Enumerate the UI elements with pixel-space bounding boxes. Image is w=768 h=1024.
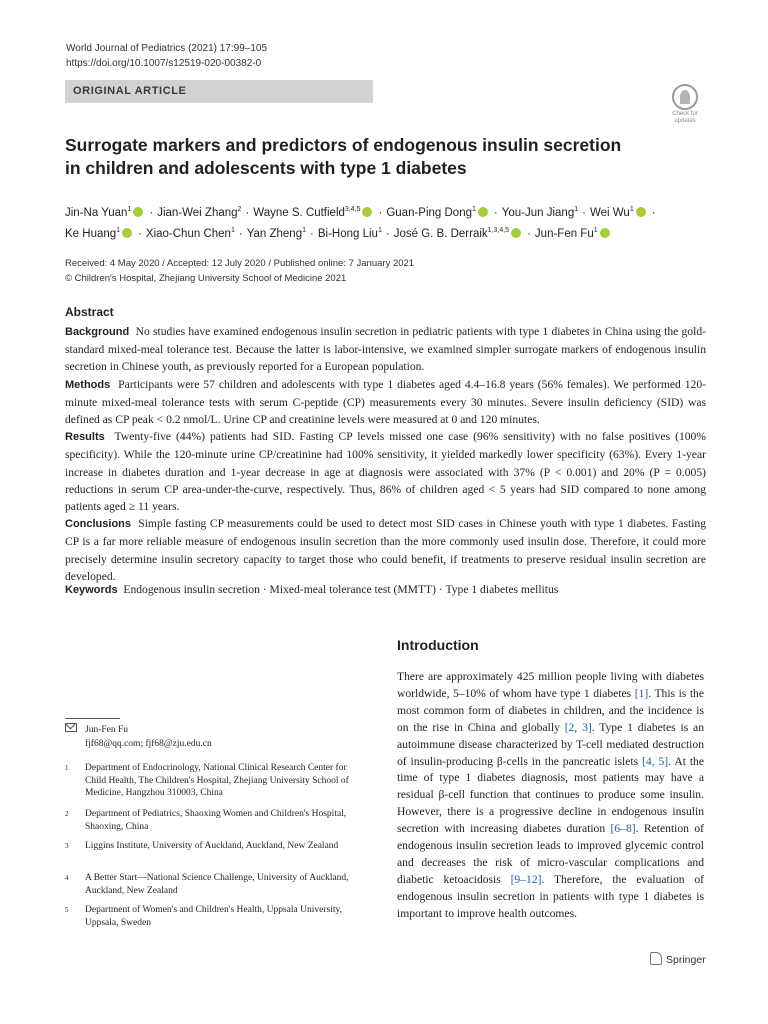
citation-link[interactable]: [1]	[634, 686, 649, 700]
abstract-conclusions	[65, 515, 706, 585]
affiliation-number: 3	[65, 842, 69, 850]
affiliation-item	[65, 762, 365, 800]
author-name[interactable]: Yan Zheng	[246, 227, 303, 240]
affiliation-number: 5	[65, 906, 69, 914]
methods-text: Participants were 57 children and adolescents with type 1 diabetes aged 4.4–16.8 years (56% females). We performed 120-minute mixed-meal tolerance tests with serum C-peptide (CP) measurements every 30 minutes. Severe insulin deficiency (SID) was defined as CP peak < 0.2 nmol/L. Urine CP and creatinine levels were measured at 0 and 120 minutes.	[65, 377, 706, 427]
author-affiliation: 1	[629, 206, 634, 213]
author-name[interactable]: Jin-Na Yuan	[65, 206, 128, 219]
check-for-updates-badge[interactable]	[664, 84, 706, 125]
author-affiliation: 1	[574, 206, 579, 213]
title-line-1: Surrogate markers and predictors of endogenous insulin secretion	[65, 135, 622, 155]
affiliation-text: Department of Women's and Children's Health, Uppsala University, Uppsala, Sweden	[85, 905, 342, 928]
author-affiliation: 1	[593, 226, 598, 234]
intro-text: There are approximately 425 million people living with diabetes worldwide, 5–10% of whom have type 1 diabetes	[397, 670, 704, 700]
intro-text: . Retention of endogenous insulin secretion leads to improved glycemic control and decreases the risk of micro-vascular complications and diabetic ketoacidosis	[397, 822, 704, 886]
orcid-icon[interactable]	[511, 228, 521, 238]
affiliation-number: 2	[65, 810, 69, 818]
publication-dates: Received: 4 May 2020 / Accepted: 12 July 2020 / Published online: 7 January 2021	[65, 258, 415, 269]
author-line-1: Jin-Na Yuan$^1$ · Jian-Wei Zhang$^2$ · Wayne S. Cutfield$^{3,4,5}$ · Guan-Ping Dong$^1$ · You-Jun Jiang$^1$ · Wei $Wu^1$ ·	[65, 206, 656, 219]
keywords-label: Keywords	[65, 584, 118, 596]
title-line-2: in children and adolescents with type 1 diabetes	[65, 158, 467, 178]
affiliation-item	[65, 872, 365, 897]
author-affiliation: 1	[472, 206, 476, 213]
results-label: Results	[65, 431, 105, 444]
author-list	[65, 201, 705, 243]
author-affiliation: 1	[116, 226, 121, 234]
author-name[interactable]: Guan-Ping Dong	[386, 206, 472, 219]
orcid-icon[interactable]	[600, 228, 610, 238]
citation-link[interactable]: [6–8]	[610, 822, 636, 836]
citation-link[interactable]: [2, 3]	[564, 720, 592, 734]
conclusions-text: Simple fasting CP measurements could be used to detect most SID cases in Chinese youth with type 1 diabetes. Fasting CP is a far more reliable measure of endogenous insulin secretion than the more commonly used insulin dose. Therefore, it could more precisely determine insulin secretory capacity to target those who could benefit, if treatments to preserve residual insulin secretion are developed.	[65, 517, 707, 583]
author-affiliation: 1	[230, 226, 235, 234]
orcid-icon[interactable]	[122, 228, 132, 238]
author-name[interactable]: Xiao-Chun Chen	[145, 227, 231, 240]
corresponding-email[interactable]: fjf68@qq.com; fjf68@zju.edu.cn	[85, 739, 212, 749]
author-name[interactable]: Ke Huang	[65, 227, 117, 240]
author-name[interactable]: Jun-Fen Fu	[534, 227, 594, 240]
background-text: No studies have examined endogenous insulin secretion in pediatric patients with type 1 diabetes in China using the gold-standard mixed-meal tolerance test. Because the latter is labor-intensive, we examined simpler surrogate markers of endogenous insulin secretion in Chinese youth, as previously reported for a European population.	[65, 325, 706, 374]
orcid-icon[interactable]	[636, 207, 646, 217]
intro-text: . Type 1 diabetes is an autoimmune disease characterized by T-cell mediated destruction of insulin-producing β-cells in the pancreatic islets	[397, 720, 704, 768]
affiliation-text: Liggins Institute, University of Auckland, Auckland, New Zealand	[85, 841, 339, 851]
footnote-divider	[65, 718, 120, 719]
intro-text: . At the time of type 1 diabetes diagnosis, most patients may have a residual β-cell function that continues to produce some insulin. However, there is a progressive decline in endogenous insulin secretion with increasing diabetes duration	[397, 754, 704, 836]
springer-horse-icon	[650, 952, 662, 965]
affiliation-text: Department of Pediatrics, Shaoxing Women and Children's Hospital, Shaoxing, China	[85, 809, 347, 832]
citation-link[interactable]: [9–12]	[510, 872, 542, 886]
orcid-icon[interactable]	[478, 207, 488, 217]
article-type-banner: ORIGINAL ARTICLE	[65, 80, 373, 103]
intro-text: . This is the most common form of diabetes in children, and the incidence is on the rise in China and globally	[397, 686, 704, 734]
abstract-body	[65, 323, 706, 585]
article-title	[65, 134, 625, 180]
orcid-icon[interactable]	[362, 207, 372, 217]
orcid-icon[interactable]	[133, 207, 143, 217]
conclusions-label: Conclusions	[65, 518, 132, 531]
affiliation-item	[65, 808, 365, 833]
copyright-notice: © Children's Hospital, Zhejiang University School of Medicine 2021	[65, 273, 347, 284]
abstract-background	[65, 323, 706, 376]
author-affiliation: 1	[302, 226, 307, 234]
methods-label: Methods	[65, 378, 111, 391]
author-name[interactable]: You-Jun Jiang	[501, 206, 575, 219]
intro-text: . Therefore, the evaluation of endogenous insulin secretion in patients with type 1 diabetes is important to improve health outcomes.	[397, 872, 704, 920]
corresponding-author	[65, 723, 365, 751]
publisher-logo	[650, 952, 706, 966]
publisher-name: Springer	[666, 954, 706, 966]
affiliation-item	[65, 904, 365, 929]
mail-icon	[65, 723, 77, 732]
introduction-body	[397, 669, 704, 923]
author-line-2: Ke Huang$^1$ · Xiao-Chun Chen$^1$ · Yan Zheng$^1$ · Bi-Hong Liu$^1$ · José G. B. Derraik$^{1,3,4,5}$ · Jun-Fen Fu$^1$	[65, 222, 705, 243]
abstract-methods	[65, 376, 706, 429]
abstract-results	[65, 428, 706, 515]
author-affiliation: 3,4,5	[344, 206, 361, 213]
introduction-heading: Introduction	[397, 637, 479, 653]
affiliation-number: 4	[65, 874, 69, 882]
author-name[interactable]: Bi-Hong Liu	[317, 227, 378, 240]
author-name[interactable]: Wei Wu	[589, 206, 630, 219]
journal-citation: World Journal of Pediatrics (2021) 17:99–105	[66, 43, 268, 54]
affiliation-text: Department of Endocrinology, National Clinical Research Center for Child Health, The Children's Hospital, Zhejiang University School of Medicine, Hangzhou 310003, China	[85, 763, 349, 798]
abstract-heading: Abstract	[65, 305, 114, 319]
background-label: Background	[65, 326, 130, 338]
citation-link[interactable]: [4, 5]	[642, 754, 669, 768]
author-affiliation: 2	[237, 206, 242, 213]
check-updates-icon	[672, 84, 698, 110]
results-text: Twenty-five (44%) patients had SID. Fasting CP levels missed one case (96% sensitivity) with no false positives (100% specificity). While the 120-minute urine CP/creatinine had 100% sensitivity, it yielded markedly lower specificity (63%). Every 1-year increase in diabetes duration and 1-year decrease in age at diagnosis were associated with 37% (P < 0.001) and 20% (P = 0.005) reductions in serum CP area-under-the-curve, respectively. Thus, 86% of children aged < 5 years had SID compared to none among patients aged ≥ 11 years.	[65, 430, 707, 514]
corresponding-name: Jun-Fen Fu	[85, 725, 129, 735]
author-affiliation: 1	[127, 206, 132, 213]
author-name[interactable]: Wayne S. Cutfield	[253, 206, 345, 219]
author-name[interactable]: José G. B. Derraik	[393, 227, 488, 240]
author-affiliation: 1	[377, 226, 382, 234]
check-updates-label: Check for updates	[672, 111, 698, 124]
author-name[interactable]: Jian-Wei Zhang	[157, 206, 238, 219]
keywords-text: Endogenous insulin secretion · Mixed-meal tolerance test (MMTT) · Type 1 diabetes mellitus	[123, 583, 559, 596]
affiliation-number: 1	[65, 764, 69, 772]
affiliation-text: A Better Start—National Science Challenge, University of Auckland, Auckland, New Zealand	[85, 873, 349, 896]
author-affiliation: 1,3,4,5	[487, 226, 510, 234]
keywords	[65, 583, 706, 596]
affiliation-item	[65, 840, 365, 853]
doi-link[interactable]: https://doi.org/10.1007/s12519-020-00382-0	[66, 58, 262, 69]
